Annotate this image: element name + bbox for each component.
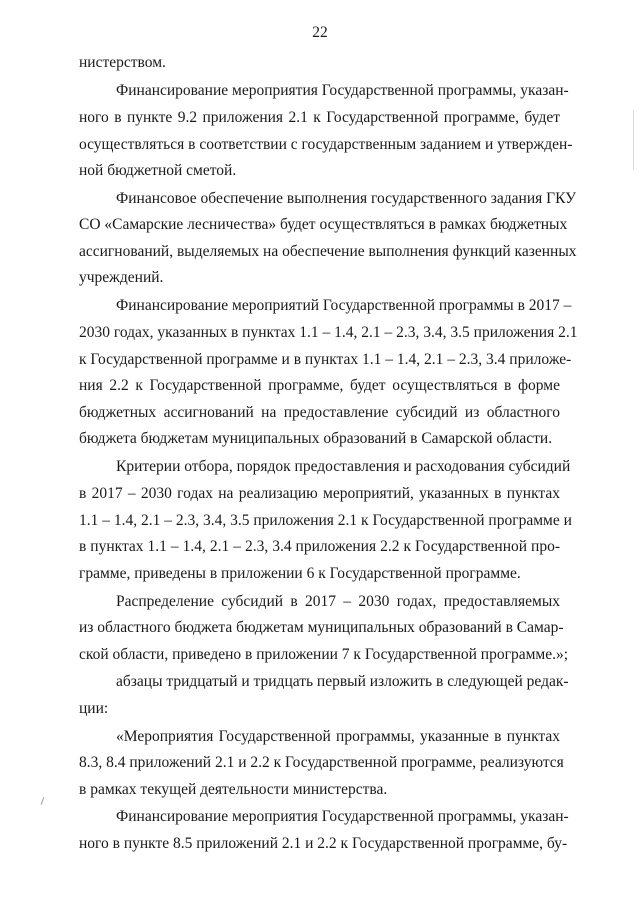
text-line: ного в пункте 8.5 приложений 2.1 и 2.2 к Государственной программе, бу- [79, 835, 568, 852]
page-number: 22 [312, 24, 328, 41]
text-line: в рамках текущей деятельности министерства. [79, 781, 388, 798]
text-line: грамме, приведены в приложении 6 к Государственной программе. [79, 565, 521, 582]
text-line: в 2017 – 2030 годах на реализацию мероприятий, указанных в пунктах [79, 485, 560, 502]
scan-speck [41, 797, 45, 805]
paragraph-first-line: Критерии отбора, порядок предоставления и расходования субсидий [116, 458, 571, 475]
text-line: ной бюджетной сметой. [79, 162, 237, 179]
text-line: 8.3, 8.4 приложений 2.1 и 2.2 к Государственной программе, реализуются [79, 754, 564, 771]
paragraph-first-line: Финансирование мероприятия Государственной программы, указан- [116, 808, 569, 825]
text-line: бюджета бюджетам муниципальных образований в Самарской области. [79, 430, 553, 447]
text-line: учреждений. [79, 269, 164, 286]
text-line: бюджетных ассигнований на предоставление субсидий из областного [79, 404, 560, 421]
text-line: к Государственной программе и в пунктах 1.1 – 1.4, 2.1 – 2.3, 3.4 приложе- [79, 351, 572, 368]
text-line: в пунктах 1.1 – 1.4, 2.1 – 2.3, 3.4 приложения 2.2 к Государственной про- [79, 538, 560, 555]
paragraph-first-line: Распределение субсидий в 2017 – 2030 годах, предоставляемых [116, 593, 560, 610]
text-line: 1.1 – 1.4, 2.1 – 2.3, 3.4, 3.5 приложения 2.1 к Государственной программе и [79, 512, 572, 529]
paragraph-first-line: Финансовое обеспечение выполнения государственного задания ГКУ [116, 190, 577, 207]
text-line: ния 2.2 к Государственной программе, будет осуществляться в форме [79, 377, 560, 394]
paragraph-first-line: «Мероприятия Государственной программы, указанные в пунктах [116, 728, 560, 745]
text-line: из областного бюджета бюджетам муниципальных образований в Самар- [79, 619, 564, 636]
text-line: нистерством. [79, 54, 166, 71]
text-line: ного в пункте 9.2 приложения 2.1 к Государственной программе, будет [79, 109, 560, 126]
scan-edge-mark [633, 110, 634, 170]
text-line: ской области, приведено в приложении 7 к Государственной программе.»; [79, 646, 569, 663]
paragraph-first-line: Финансирование мероприятия Государственной программы, указан- [116, 82, 569, 99]
text-line: осуществляться в соответствии с государственным заданием и утвержден- [79, 136, 573, 153]
text-line: ции: [79, 700, 109, 717]
text-line: ассигнований, выделяемых на обеспечение выполнения функций казенных [79, 243, 577, 260]
paragraph-first-line: Финансирование мероприятий Государственной программы в 2017 – [116, 297, 572, 314]
text-line: 2030 годах, указанных в пунктах 1.1 – 1.4, 2.1 – 2.3, 3.4, 3.5 приложения 2.1 [79, 324, 578, 341]
paragraph-first-line: абзацы тридцатый и тридцать первый изложить в следующей редак- [116, 673, 569, 690]
text-line: СО «Самарские лесничества» будет осуществляться в рамках бюджетных [79, 216, 568, 233]
